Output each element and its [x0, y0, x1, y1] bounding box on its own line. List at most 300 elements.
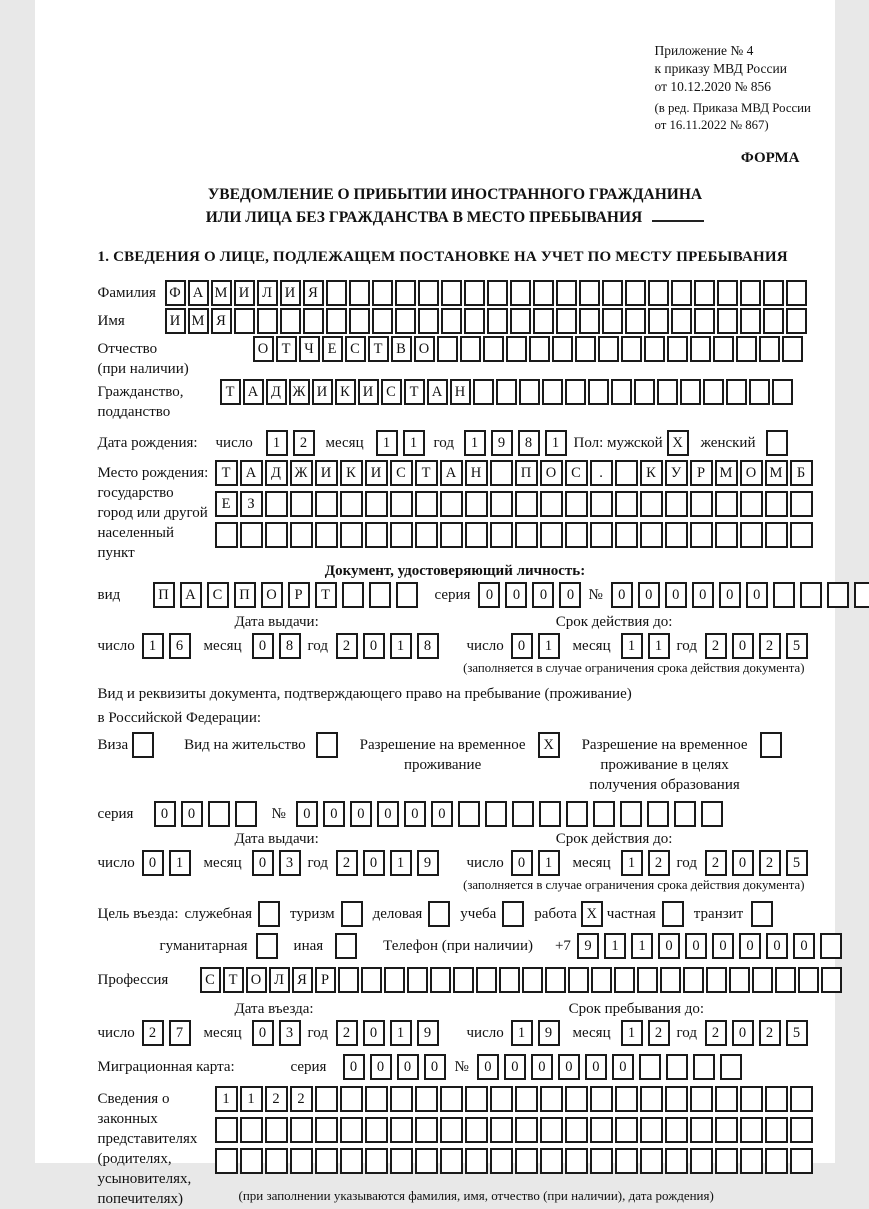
form-cell[interactable] [713, 336, 734, 362]
form-cell[interactable]: 2 [142, 1020, 164, 1046]
form-cell[interactable] [660, 967, 681, 993]
form-cell[interactable] [506, 336, 527, 362]
form-cell[interactable] [615, 1117, 638, 1143]
form-cell[interactable] [428, 901, 450, 927]
form-cell[interactable] [340, 1117, 363, 1143]
form-cell[interactable] [440, 1086, 463, 1112]
form-cell[interactable]: Ф [165, 280, 186, 306]
form-cell[interactable] [465, 1148, 488, 1174]
form-cell[interactable] [615, 522, 638, 548]
form-cell[interactable] [715, 491, 738, 517]
form-cell[interactable] [765, 1148, 788, 1174]
form-cell[interactable]: 2 [293, 430, 315, 456]
form-cell[interactable] [510, 280, 531, 306]
form-cell[interactable] [542, 379, 563, 405]
form-cell[interactable]: И [280, 280, 301, 306]
form-cell[interactable]: 1 [621, 850, 643, 876]
form-cell[interactable] [487, 308, 508, 334]
form-cell[interactable]: 2 [705, 1020, 727, 1046]
form-cell[interactable]: В [391, 336, 412, 362]
form-cell[interactable]: 1 [538, 633, 560, 659]
form-cell[interactable]: 0 [712, 933, 734, 959]
form-cell[interactable] [593, 801, 615, 827]
form-cell[interactable] [256, 933, 278, 959]
form-cell[interactable] [565, 1117, 588, 1143]
form-cell[interactable] [464, 308, 485, 334]
form-cell[interactable]: З [240, 491, 263, 517]
form-cell[interactable]: Я [292, 967, 313, 993]
form-cell[interactable]: П [234, 582, 256, 608]
form-cell[interactable] [340, 1086, 363, 1112]
form-cell[interactable] [740, 1117, 763, 1143]
form-cell[interactable] [680, 379, 701, 405]
form-cell[interactable]: Т [404, 379, 425, 405]
form-cell[interactable]: Р [288, 582, 310, 608]
form-cell[interactable] [556, 280, 577, 306]
form-cell[interactable] [637, 967, 658, 993]
form-cell[interactable] [671, 308, 692, 334]
form-cell[interactable]: М [188, 308, 209, 334]
form-cell[interactable] [390, 1086, 413, 1112]
form-cell[interactable]: 0 [511, 850, 533, 876]
form-cell[interactable] [265, 491, 288, 517]
form-cell[interactable]: 0 [350, 801, 372, 827]
form-cell[interactable] [490, 460, 513, 486]
form-cell[interactable]: 0 [370, 1054, 392, 1080]
form-cell[interactable] [644, 336, 665, 362]
form-cell[interactable]: С [207, 582, 229, 608]
form-cell[interactable] [640, 1148, 663, 1174]
form-cell[interactable]: 0 [739, 933, 761, 959]
form-cell[interactable] [759, 336, 780, 362]
form-cell[interactable] [235, 801, 257, 827]
form-cell[interactable]: Н [450, 379, 471, 405]
form-cell[interactable] [690, 336, 711, 362]
form-cell[interactable] [565, 1148, 588, 1174]
form-cell[interactable] [338, 967, 359, 993]
form-cell[interactable] [418, 308, 439, 334]
form-cell[interactable] [315, 1117, 338, 1143]
form-cell[interactable] [390, 1148, 413, 1174]
form-cell[interactable] [740, 522, 763, 548]
form-cell[interactable] [565, 522, 588, 548]
form-cell[interactable] [215, 1117, 238, 1143]
form-cell[interactable] [640, 1086, 663, 1112]
form-cell[interactable]: 9 [417, 850, 439, 876]
form-cell[interactable] [265, 1117, 288, 1143]
form-cell[interactable] [611, 379, 632, 405]
form-cell[interactable] [690, 1148, 713, 1174]
form-cell[interactable]: Л [269, 967, 290, 993]
form-cell[interactable] [621, 336, 642, 362]
form-cell[interactable] [515, 1148, 538, 1174]
form-cell[interactable] [740, 491, 763, 517]
form-cell[interactable] [265, 522, 288, 548]
form-cell[interactable] [540, 522, 563, 548]
form-cell[interactable] [315, 491, 338, 517]
form-cell[interactable] [473, 379, 494, 405]
form-cell[interactable]: К [335, 379, 356, 405]
form-cell[interactable] [694, 280, 715, 306]
form-cell[interactable]: Ч [299, 336, 320, 362]
form-cell[interactable] [662, 901, 684, 927]
form-cell[interactable] [395, 280, 416, 306]
form-cell[interactable] [765, 491, 788, 517]
form-cell[interactable]: Т [220, 379, 241, 405]
form-cell[interactable]: 9 [538, 1020, 560, 1046]
form-cell[interactable] [648, 308, 669, 334]
form-cell[interactable] [615, 1148, 638, 1174]
form-cell[interactable] [265, 1148, 288, 1174]
form-cell[interactable]: 2 [648, 850, 670, 876]
form-cell[interactable]: 5 [786, 1020, 808, 1046]
form-cell[interactable] [502, 901, 524, 927]
form-cell[interactable]: 0 [638, 582, 660, 608]
form-cell[interactable] [490, 1086, 513, 1112]
form-cell[interactable] [430, 967, 451, 993]
form-cell[interactable] [490, 491, 513, 517]
form-cell[interactable] [790, 522, 813, 548]
form-cell[interactable] [565, 379, 586, 405]
form-cell[interactable]: Я [211, 308, 232, 334]
form-cell[interactable] [465, 1086, 488, 1112]
form-cell[interactable]: 1 [390, 850, 412, 876]
form-cell[interactable] [280, 308, 301, 334]
form-cell[interactable] [706, 967, 727, 993]
form-cell[interactable]: 5 [786, 633, 808, 659]
form-cell[interactable]: Т [315, 582, 337, 608]
form-cell[interactable] [390, 1117, 413, 1143]
form-cell[interactable] [539, 801, 561, 827]
form-cell[interactable]: 0 [559, 582, 581, 608]
form-cell[interactable] [640, 491, 663, 517]
form-cell[interactable] [625, 280, 646, 306]
form-cell[interactable]: 7 [169, 1020, 191, 1046]
form-cell[interactable] [720, 1054, 742, 1080]
form-cell[interactable]: 8 [518, 430, 540, 456]
form-cell[interactable]: 1 [648, 633, 670, 659]
form-cell[interactable] [683, 967, 704, 993]
form-cell[interactable] [533, 280, 554, 306]
form-cell[interactable]: 2 [336, 1020, 358, 1046]
form-cell[interactable] [335, 933, 357, 959]
form-cell[interactable] [465, 1117, 488, 1143]
form-cell[interactable]: 5 [786, 850, 808, 876]
form-cell[interactable] [640, 1117, 663, 1143]
form-cell[interactable] [666, 1054, 688, 1080]
form-cell[interactable]: 0 [252, 1020, 274, 1046]
form-cell[interactable] [315, 1148, 338, 1174]
form-cell[interactable]: 3 [279, 850, 301, 876]
form-cell[interactable]: 8 [279, 633, 301, 659]
form-cell[interactable]: 2 [265, 1086, 288, 1112]
form-cell[interactable]: 0 [665, 582, 687, 608]
form-cell[interactable]: Е [215, 491, 238, 517]
form-cell[interactable] [775, 967, 796, 993]
form-cell[interactable]: 0 [142, 850, 164, 876]
form-cell[interactable]: . [590, 460, 613, 486]
form-cell[interactable] [772, 379, 793, 405]
form-cell[interactable]: 0 [252, 633, 274, 659]
form-cell[interactable] [657, 379, 678, 405]
form-cell[interactable]: 0 [296, 801, 318, 827]
form-cell[interactable] [590, 1086, 613, 1112]
form-cell[interactable] [464, 280, 485, 306]
form-cell[interactable]: 3 [279, 1020, 301, 1046]
form-cell[interactable] [540, 491, 563, 517]
form-cell[interactable] [132, 732, 154, 758]
form-cell[interactable]: 2 [759, 850, 781, 876]
form-cell[interactable] [726, 379, 747, 405]
form-cell[interactable]: С [345, 336, 366, 362]
form-cell[interactable]: С [381, 379, 402, 405]
form-cell[interactable]: 0 [793, 933, 815, 959]
form-cell[interactable]: О [253, 336, 274, 362]
form-cell[interactable] [365, 1117, 388, 1143]
form-cell[interactable]: 1 [142, 633, 164, 659]
form-cell[interactable] [365, 522, 388, 548]
form-cell[interactable]: X [581, 901, 603, 927]
form-cell[interactable] [390, 522, 413, 548]
form-cell[interactable]: 1 [621, 633, 643, 659]
form-cell[interactable]: И [315, 460, 338, 486]
form-cell[interactable]: 0 [404, 801, 426, 827]
form-cell[interactable] [384, 967, 405, 993]
form-cell[interactable]: 1 [215, 1086, 238, 1112]
form-cell[interactable] [418, 280, 439, 306]
form-cell[interactable]: О [246, 967, 267, 993]
form-cell[interactable] [790, 1148, 813, 1174]
form-cell[interactable]: О [261, 582, 283, 608]
form-cell[interactable] [440, 1148, 463, 1174]
form-cell[interactable]: 0 [424, 1054, 446, 1080]
form-cell[interactable] [440, 1117, 463, 1143]
form-cell[interactable] [369, 582, 391, 608]
form-cell[interactable]: К [640, 460, 663, 486]
form-cell[interactable] [740, 308, 761, 334]
form-cell[interactable]: Д [265, 460, 288, 486]
form-cell[interactable]: П [515, 460, 538, 486]
form-cell[interactable] [615, 491, 638, 517]
form-cell[interactable]: 1 [266, 430, 288, 456]
form-cell[interactable]: О [414, 336, 435, 362]
form-cell[interactable]: 1 [545, 430, 567, 456]
form-cell[interactable]: 0 [658, 933, 680, 959]
form-cell[interactable] [440, 491, 463, 517]
form-cell[interactable] [786, 308, 807, 334]
form-cell[interactable] [625, 308, 646, 334]
form-cell[interactable] [602, 308, 623, 334]
form-cell[interactable] [342, 582, 364, 608]
form-cell[interactable] [496, 379, 517, 405]
form-cell[interactable] [465, 522, 488, 548]
form-cell[interactable]: С [200, 967, 221, 993]
form-cell[interactable] [390, 491, 413, 517]
form-cell[interactable] [441, 308, 462, 334]
form-cell[interactable]: 0 [505, 582, 527, 608]
form-cell[interactable] [751, 901, 773, 927]
form-cell[interactable]: Я [303, 280, 324, 306]
form-cell[interactable]: 0 [532, 582, 554, 608]
form-cell[interactable] [365, 491, 388, 517]
form-cell[interactable]: 0 [154, 801, 176, 827]
form-cell[interactable]: X [667, 430, 689, 456]
form-cell[interactable] [257, 308, 278, 334]
form-cell[interactable]: 0 [585, 1054, 607, 1080]
form-cell[interactable] [365, 1086, 388, 1112]
form-cell[interactable]: С [390, 460, 413, 486]
form-cell[interactable] [690, 1086, 713, 1112]
form-cell[interactable] [365, 1148, 388, 1174]
form-cell[interactable]: К [340, 460, 363, 486]
form-cell[interactable]: 6 [169, 633, 191, 659]
form-cell[interactable] [372, 308, 393, 334]
form-cell[interactable] [533, 308, 554, 334]
form-cell[interactable]: 2 [759, 1020, 781, 1046]
form-cell[interactable] [590, 522, 613, 548]
form-cell[interactable] [821, 967, 842, 993]
form-cell[interactable] [510, 308, 531, 334]
form-cell[interactable]: Т [415, 460, 438, 486]
form-cell[interactable]: 0 [478, 582, 500, 608]
form-cell[interactable] [715, 522, 738, 548]
form-cell[interactable]: 0 [719, 582, 741, 608]
form-cell[interactable]: 1 [169, 850, 191, 876]
form-cell[interactable]: 1 [631, 933, 653, 959]
form-cell[interactable]: 1 [511, 1020, 533, 1046]
form-cell[interactable]: 0 [343, 1054, 365, 1080]
form-cell[interactable] [290, 1117, 313, 1143]
form-cell[interactable] [208, 801, 230, 827]
form-cell[interactable] [694, 308, 715, 334]
form-cell[interactable]: 0 [181, 801, 203, 827]
form-cell[interactable]: 0 [477, 1054, 499, 1080]
form-cell[interactable]: 1 [403, 430, 425, 456]
form-cell[interactable]: А [243, 379, 264, 405]
form-cell[interactable]: О [740, 460, 763, 486]
form-cell[interactable] [715, 1086, 738, 1112]
form-cell[interactable] [760, 732, 782, 758]
form-cell[interactable] [552, 336, 573, 362]
form-cell[interactable] [465, 491, 488, 517]
form-cell[interactable]: 0 [732, 1020, 754, 1046]
form-cell[interactable] [575, 336, 596, 362]
form-cell[interactable]: 2 [290, 1086, 313, 1112]
form-cell[interactable] [458, 801, 480, 827]
form-cell[interactable]: А [240, 460, 263, 486]
form-cell[interactable]: 0 [746, 582, 768, 608]
form-cell[interactable] [782, 336, 803, 362]
form-cell[interactable] [485, 801, 507, 827]
form-cell[interactable] [579, 280, 600, 306]
form-cell[interactable] [715, 1148, 738, 1174]
form-cell[interactable] [395, 308, 416, 334]
form-cell[interactable]: М [715, 460, 738, 486]
form-cell[interactable] [820, 933, 842, 959]
form-cell[interactable] [639, 1054, 661, 1080]
form-cell[interactable] [415, 1148, 438, 1174]
form-cell[interactable] [522, 967, 543, 993]
form-cell[interactable] [763, 308, 784, 334]
form-cell[interactable]: 0 [252, 850, 274, 876]
form-cell[interactable]: О [540, 460, 563, 486]
form-cell[interactable] [591, 967, 612, 993]
form-cell[interactable] [476, 967, 497, 993]
form-cell[interactable] [440, 522, 463, 548]
form-cell[interactable] [693, 1054, 715, 1080]
form-cell[interactable] [340, 522, 363, 548]
form-cell[interactable]: 0 [323, 801, 345, 827]
form-cell[interactable]: Т [223, 967, 244, 993]
form-cell[interactable] [415, 1086, 438, 1112]
form-cell[interactable]: Н [465, 460, 488, 486]
form-cell[interactable] [545, 967, 566, 993]
form-cell[interactable]: С [565, 460, 588, 486]
form-cell[interactable]: Ж [290, 460, 313, 486]
form-cell[interactable]: 2 [336, 850, 358, 876]
form-cell[interactable]: И [358, 379, 379, 405]
form-cell[interactable] [674, 801, 696, 827]
form-cell[interactable]: Т [215, 460, 238, 486]
form-cell[interactable] [315, 1086, 338, 1112]
form-cell[interactable]: Е [322, 336, 343, 362]
form-cell[interactable] [765, 522, 788, 548]
form-cell[interactable]: 0 [766, 933, 788, 959]
form-cell[interactable]: Л [257, 280, 278, 306]
form-cell[interactable] [490, 1117, 513, 1143]
form-cell[interactable] [790, 491, 813, 517]
form-cell[interactable]: Д [266, 379, 287, 405]
form-cell[interactable] [715, 1117, 738, 1143]
form-cell[interactable] [614, 967, 635, 993]
form-cell[interactable] [326, 280, 347, 306]
form-cell[interactable]: Р [690, 460, 713, 486]
form-cell[interactable] [349, 308, 370, 334]
form-cell[interactable]: 9 [417, 1020, 439, 1046]
form-cell[interactable] [499, 967, 520, 993]
form-cell[interactable] [415, 1117, 438, 1143]
form-cell[interactable] [565, 491, 588, 517]
form-cell[interactable] [590, 1117, 613, 1143]
form-cell[interactable] [648, 280, 669, 306]
form-cell[interactable] [749, 379, 770, 405]
form-cell[interactable]: 9 [577, 933, 599, 959]
form-cell[interactable]: 0 [558, 1054, 580, 1080]
form-cell[interactable] [740, 1148, 763, 1174]
form-cell[interactable] [665, 1148, 688, 1174]
form-cell[interactable]: 1 [604, 933, 626, 959]
form-cell[interactable] [460, 336, 481, 362]
form-cell[interactable] [765, 1117, 788, 1143]
form-cell[interactable] [372, 280, 393, 306]
form-cell[interactable] [437, 336, 458, 362]
form-cell[interactable] [615, 1086, 638, 1112]
form-cell[interactable] [568, 967, 589, 993]
form-cell[interactable] [854, 582, 869, 608]
form-cell[interactable] [515, 491, 538, 517]
form-cell[interactable] [290, 1148, 313, 1174]
form-cell[interactable]: 0 [377, 801, 399, 827]
form-cell[interactable]: 0 [363, 633, 385, 659]
form-cell[interactable] [602, 280, 623, 306]
form-cell[interactable]: 2 [336, 633, 358, 659]
form-cell[interactable] [441, 280, 462, 306]
form-cell[interactable]: Т [276, 336, 297, 362]
form-cell[interactable] [729, 967, 750, 993]
form-cell[interactable] [415, 522, 438, 548]
form-cell[interactable]: 1 [390, 633, 412, 659]
form-cell[interactable] [234, 308, 255, 334]
